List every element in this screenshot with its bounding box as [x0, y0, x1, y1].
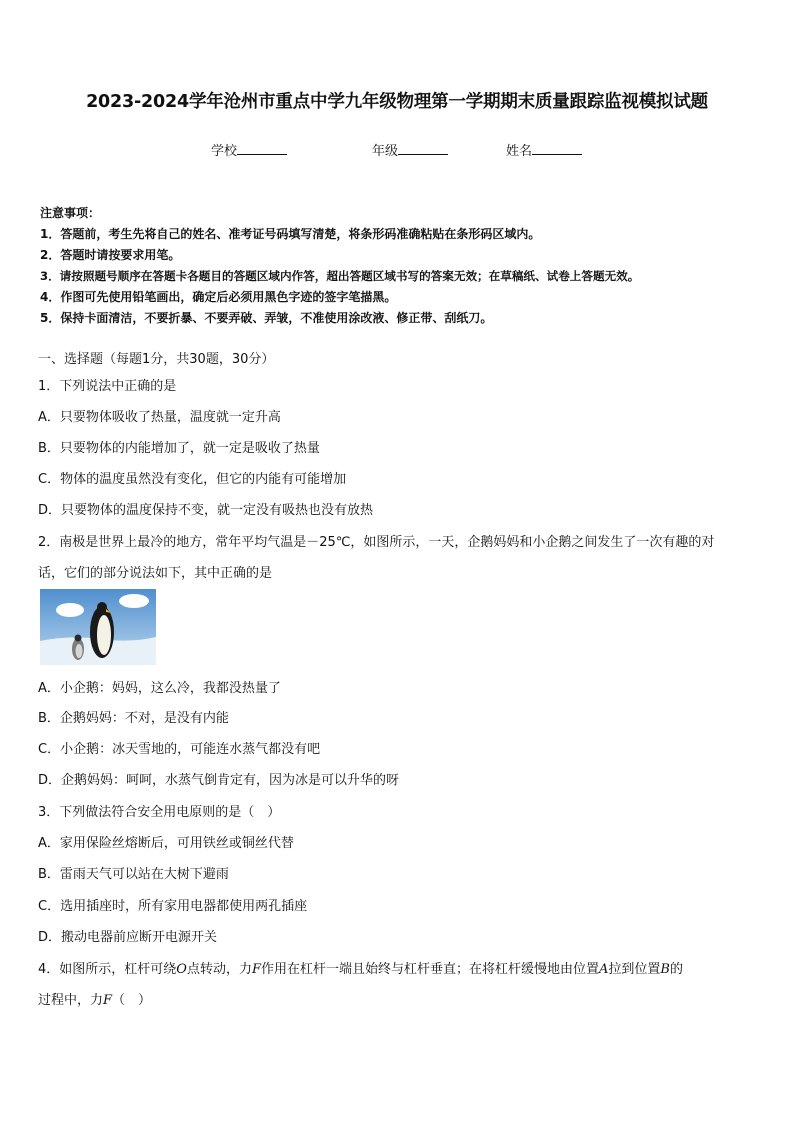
q2-option-b: B．企鹅妈妈：不对，是没有内能 [38, 711, 229, 726]
q4-var-o: O [176, 962, 187, 977]
q4-stem-line1 [38, 958, 683, 977]
name-label: 姓名 [506, 144, 533, 159]
name-blank[interactable] [532, 142, 582, 155]
q3-option-c: C．选用插座时，所有家用电器都使用两孔插座 [38, 899, 308, 914]
school-field [211, 140, 287, 159]
q2-option-d: D．企鹅妈妈：呵呵，水蒸气倒肯定有，因为冰是可以升华的呀 [38, 773, 400, 788]
q2-option-c: C．小企鹅：冰天雪地的，可能连水蒸气都没有吧 [38, 742, 321, 757]
q4-text: 4．如图所示，杠杆可绕 [38, 962, 177, 977]
penguin-picture [40, 589, 156, 665]
q1-option-c: C．物体的温度虽然没有变化，但它的内能有可能增加 [38, 472, 347, 487]
grade-label: 年级 [372, 144, 399, 159]
q1-option-d: D．只要物体的温度保持不变，就一定没有吸热也没有放热 [38, 503, 374, 518]
q3-option-d: D．搬动电器前应断开电源开关 [38, 930, 218, 945]
q4-text: 过程中，力 [38, 993, 104, 1008]
note-item: 2．答题时请按要求用笔。 [40, 248, 181, 262]
q2-stem-line2: 话，它们的部分说法如下，其中正确的是 [38, 566, 273, 581]
page-title: 2023-2024学年沧州市重点中学九年级物理第一学期期末质量跟踪监视模拟试题 [86, 92, 708, 112]
q3-option-b: B．雷雨天气可以站在大树下避雨 [38, 867, 229, 882]
note-item: 4．作图可先使用铅笔画出，确定后必须用黑色字迹的签字笔描黑。 [40, 290, 397, 304]
q4-text: 的 [669, 962, 683, 977]
section-heading: 一、选择题（每题1分，共30题，30分） [38, 352, 275, 367]
q4-text: （ ） [112, 993, 152, 1008]
notes-block [40, 203, 639, 329]
q3-stem: 3．下列做法符合安全用电原则的是（ ） [38, 805, 281, 820]
q4-var-a: A [599, 962, 609, 977]
note-item: 1．答题前，考生先将自己的姓名、准考证号码填写清楚，将条形码准确粘贴在条形码区域内。 [40, 227, 541, 241]
q1-stem: 1．下列说法中正确的是 [38, 379, 177, 394]
q4-text: 拉到位置 [608, 962, 661, 977]
grade-blank[interactable] [398, 142, 448, 155]
school-blank[interactable] [237, 142, 287, 155]
q4-var-b: B [660, 962, 670, 977]
notes-heading: 注意事项： [40, 206, 101, 220]
q1-option-b: B．只要物体的内能增加了，就一定是吸收了热量 [38, 441, 320, 456]
name-field [506, 140, 582, 159]
q4-text: 作用在杠杆一端且始终与杠杆垂直；在将杠杆缓慢地由位置 [261, 962, 600, 977]
grade-field [372, 140, 448, 159]
q4-stem-line2 [38, 989, 151, 1008]
q3-option-a: A．家用保险丝熔断后，可用铁丝或铜丝代替 [38, 836, 294, 851]
school-label: 学校 [211, 144, 238, 159]
q2-option-a: A．小企鹅：妈妈，这么冷，我都没热量了 [38, 681, 281, 696]
q4-text: 点转动，力 [186, 962, 252, 977]
q4-var-f: F [103, 993, 113, 1008]
q2-stem-line1: 2．南极是世界上最冷的地方，常年平均气温是－25℃，如图所示，一天，企鹅妈妈和小企鹅之间发生了一次有趣的对 [38, 535, 715, 550]
note-item: 5．保持卡面清洁，不要折暴、不要弄破、弄皱，不准使用涂改液、修正带、刮纸刀。 [40, 311, 493, 325]
q1-option-a: A．只要物体吸收了热量，温度就一定升高 [38, 410, 281, 425]
q4-var-f: F [251, 962, 261, 977]
note-item: 3．请按照题号顺序在答题卡各题目的答题区域内作答，超出答题区域书写的答案无效；在草稿纸、试卷上答题无效。 [40, 269, 640, 283]
